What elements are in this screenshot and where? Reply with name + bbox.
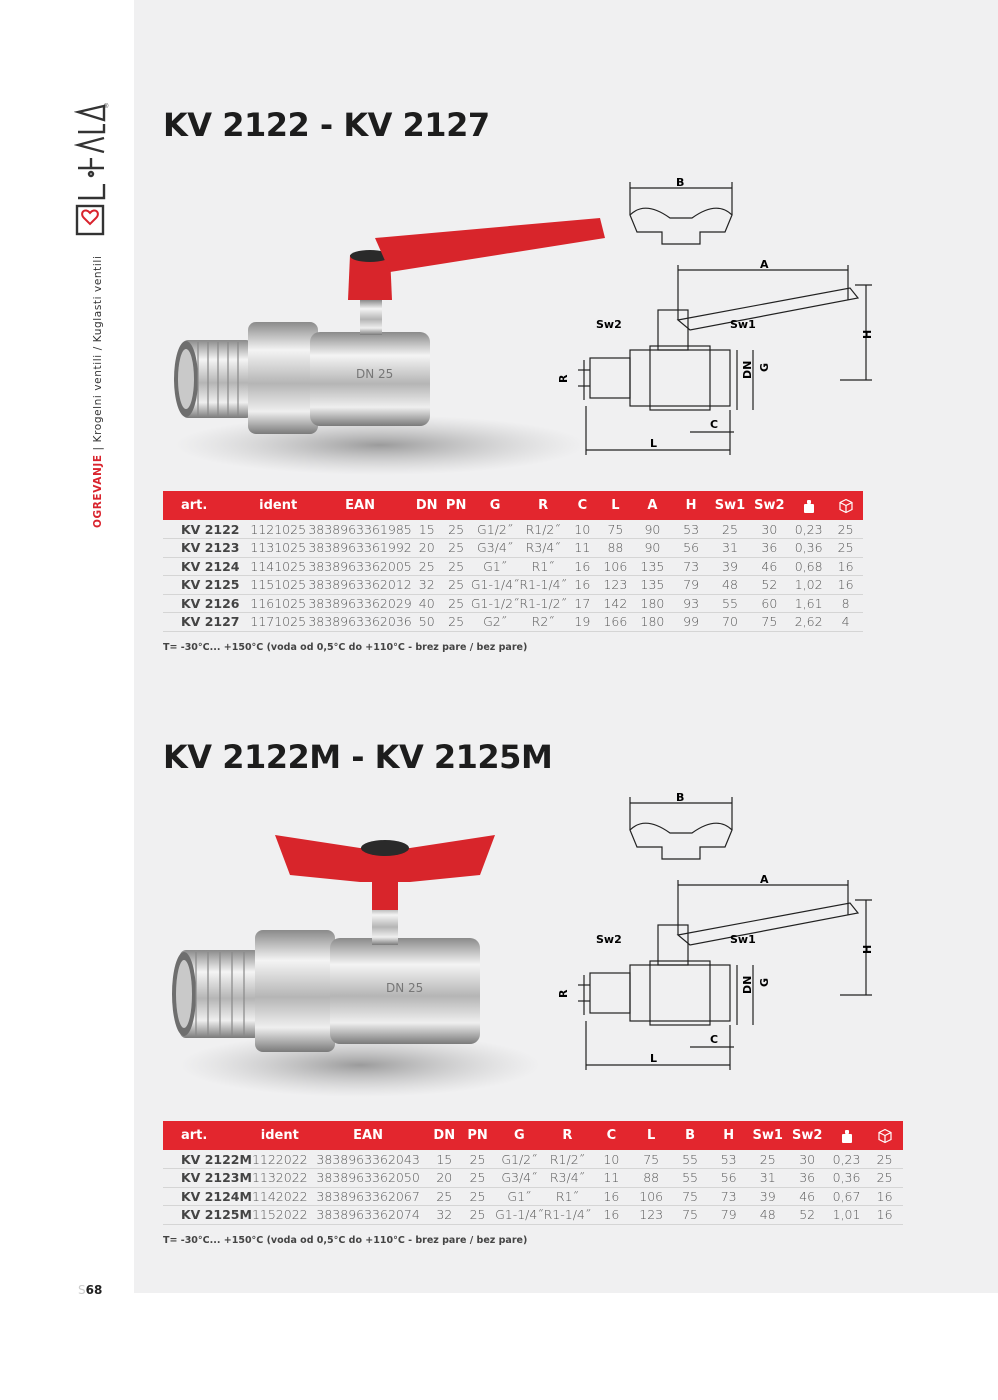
table-cell: R1-1/2˝ (519, 595, 567, 611)
col-sw1: Sw1 (748, 1121, 787, 1150)
table-cell: 15 (429, 1150, 460, 1169)
table-cell: 3838963362036 (308, 614, 412, 630)
table-cell: G1˝ (495, 1187, 544, 1206)
col-art: art. (163, 1121, 252, 1150)
lovina-logo (74, 102, 110, 238)
table-row (163, 613, 863, 632)
col-r: R (544, 1121, 592, 1150)
table-cell: 75 (671, 1187, 710, 1206)
table-cell: 17 (567, 594, 598, 613)
table-cell: KV 2123M (163, 1169, 252, 1188)
dim-label-h: H (861, 329, 874, 339)
dim-label-h: H (861, 944, 874, 954)
table-cell: R1˝ (544, 1187, 592, 1206)
table-cell: 25 (441, 576, 470, 595)
dim-label-sw1: Sw1 (730, 933, 756, 946)
table-header-row (163, 491, 863, 520)
table-cell: 0,36 (827, 1169, 866, 1188)
col-ident: ident (248, 491, 308, 520)
table-row (163, 594, 863, 613)
table-cell: 180 (633, 594, 672, 613)
table-cell: 32 (412, 576, 441, 595)
table-cell: 3838963362029 (308, 595, 412, 611)
table-cell: 79 (672, 576, 710, 595)
sidebar-category: OGREVANJE (92, 454, 104, 528)
registered-mark: ® (104, 104, 109, 110)
col-h: H (672, 491, 710, 520)
table-cell: 1141025 (248, 557, 308, 576)
col-h: H (709, 1121, 748, 1150)
dim-label-b: B (676, 176, 685, 189)
table-cell: 16 (567, 557, 598, 576)
table-cell: 11 (591, 1169, 632, 1188)
table-cell: 8 (828, 594, 863, 613)
table-cell: 3838963361992 (308, 540, 412, 556)
table-row (163, 539, 863, 558)
ball-valve-butterfly-photo (160, 820, 560, 1100)
table-cell: 88 (598, 539, 633, 558)
table-cell: 25 (460, 1187, 495, 1206)
table-cell: 36 (750, 539, 789, 558)
table-cell: 1132022 (251, 1170, 308, 1186)
table-row (163, 1169, 903, 1188)
table-cell: R2˝ (519, 613, 567, 632)
table-cell: 142 (598, 594, 633, 613)
table-cell: R1-1/4˝ (519, 577, 567, 593)
table-cell: 93 (672, 594, 710, 613)
table-cell: 55 (671, 1150, 710, 1169)
dim-label-b: B (676, 791, 685, 804)
page-number-value: 68 (85, 1283, 103, 1297)
table-cell: 99 (672, 613, 710, 632)
page-prefix: S (78, 1283, 86, 1297)
table-row (163, 520, 863, 539)
table-row (163, 576, 863, 595)
dim-label-sw1: Sw1 (730, 318, 756, 331)
table-cell: 1122022 (251, 1151, 308, 1167)
col-box (866, 1121, 903, 1150)
table-cell: 166 (598, 613, 633, 632)
table-cell: 31 (710, 539, 749, 558)
box-icon (838, 498, 854, 514)
dim-label-l: L (650, 1052, 658, 1065)
section2-temperature-note: T= -30°C... +150°C (voda od 0,5°C do +110°C - brez pare / bez pare) (163, 1235, 528, 1246)
table-cell: G1-1/4˝ (470, 577, 520, 593)
table-cell: 16 (828, 557, 863, 576)
table-cell: 25 (441, 557, 470, 576)
dim-label-r: R (557, 374, 570, 383)
dim-label-a: A (760, 258, 769, 271)
table-cell: KV 2127 (163, 613, 248, 632)
page-number (78, 1283, 102, 1297)
table-cell: 10 (591, 1150, 632, 1169)
table-cell: 46 (750, 557, 789, 576)
dim-label-r: R (557, 989, 570, 998)
col-ean: EAN (308, 491, 412, 520)
table-cell: 1,02 (789, 576, 828, 595)
col-b: B (671, 1121, 710, 1150)
table-cell: 25 (710, 520, 749, 539)
table-cell: 16 (866, 1206, 903, 1225)
table-cell: 52 (750, 576, 789, 595)
table-cell: G1˝ (471, 557, 520, 576)
table-cell: 106 (632, 1187, 671, 1206)
dim-label-sw2: Sw2 (596, 933, 622, 946)
table-cell: 56 (709, 1169, 748, 1188)
table-cell: 4 (828, 613, 863, 632)
table-cell: 25 (828, 539, 863, 558)
table-cell: 53 (709, 1150, 748, 1169)
table-cell: R3/4˝ (519, 539, 567, 558)
table-cell: 16 (591, 1187, 632, 1206)
table-cell: 3838963362005 (308, 558, 412, 574)
table-cell: 19 (567, 613, 598, 632)
table-cell: 73 (672, 557, 710, 576)
table-cell: 1142022 (251, 1188, 308, 1204)
table-cell: 55 (671, 1169, 710, 1188)
table-cell: 75 (750, 613, 789, 632)
table-cell: 16 (866, 1187, 903, 1206)
table-cell: 3838963361985 (308, 521, 412, 537)
section1-temperature-note: T= -30°C... +150°C (voda od 0,5°C do +110°C - brez pare / bez pare) (163, 642, 528, 653)
table-cell: 16 (828, 576, 863, 595)
table-cell: 25 (460, 1150, 495, 1169)
table-cell: 25 (866, 1150, 903, 1169)
table-row (163, 1187, 903, 1206)
section2-technical-drawing (550, 785, 890, 1075)
table-cell: 36 (787, 1169, 826, 1188)
table-cell: 3838963362043 (308, 1150, 429, 1169)
col-art: art. (163, 491, 248, 520)
table-cell: R1˝ (519, 557, 567, 576)
table-cell: R3/4˝ (544, 1169, 592, 1188)
table-cell: 48 (748, 1206, 787, 1225)
col-dn: DN (429, 1121, 460, 1150)
section1-spec-table (163, 491, 863, 632)
col-ean: EAN (308, 1121, 429, 1150)
table-cell: 90 (633, 539, 672, 558)
sidebar-caption (92, 256, 104, 528)
table-cell: 1151025 (248, 576, 308, 595)
table-cell: 32 (429, 1206, 460, 1225)
table-row (163, 1206, 903, 1225)
table-cell: 20 (429, 1169, 460, 1188)
table-cell: 180 (633, 613, 672, 632)
table-cell: KV 2122 (163, 520, 248, 539)
table-row (163, 557, 863, 576)
ball-valve-lever-photo (160, 200, 610, 480)
table-cell: G2˝ (471, 613, 520, 632)
table-cell: 3838963362012 (308, 577, 412, 593)
table-cell: 25 (441, 520, 470, 539)
table-cell: 1,61 (789, 594, 828, 613)
dim-label-dn: DN (741, 360, 754, 379)
table-cell: 25 (412, 557, 441, 576)
col-pn: PN (441, 491, 470, 520)
svg-text:DN 25: DN 25 (386, 981, 424, 995)
table-cell: 75 (598, 520, 633, 539)
svg-text:DN 25: DN 25 (356, 367, 394, 381)
table-cell: 30 (750, 520, 789, 539)
table-cell: 70 (710, 613, 749, 632)
table-cell: 20 (412, 539, 441, 558)
table-cell: 123 (598, 576, 633, 595)
dim-label-g: G (758, 362, 771, 372)
table-cell: 25 (441, 613, 470, 632)
table-cell: KV 2122M (163, 1150, 252, 1169)
table-row (163, 1150, 903, 1169)
table-cell: KV 2123 (163, 539, 248, 558)
table-cell: KV 2125M (163, 1206, 252, 1225)
table-cell: 31 (748, 1169, 787, 1188)
table-cell: 2,62 (789, 613, 828, 632)
section1-title: KV 2122 - KV 2127 (163, 106, 490, 144)
col-c: C (567, 491, 598, 520)
col-g: G (495, 1121, 544, 1150)
table-cell: 25 (460, 1206, 495, 1225)
table-cell: 53 (672, 520, 710, 539)
table-cell: 25 (828, 520, 863, 539)
table-cell: KV 2124M (163, 1187, 252, 1206)
table-cell: 106 (598, 557, 633, 576)
table-cell: 1152022 (251, 1207, 308, 1223)
table-cell: G3/4˝ (495, 1169, 544, 1188)
table-cell: 25 (441, 594, 470, 613)
section2-title: KV 2122M - KV 2125M (163, 738, 553, 776)
table-cell: 0,68 (789, 557, 828, 576)
dim-label-a: A (760, 873, 769, 886)
table-cell: 0,23 (827, 1150, 866, 1169)
table-cell: 25 (748, 1150, 787, 1169)
table-cell: KV 2124 (163, 557, 248, 576)
col-sw2: Sw2 (787, 1121, 826, 1150)
dim-label-l: L (650, 437, 658, 450)
table-cell: 3838963362067 (308, 1187, 429, 1206)
table-cell: 1131025 (248, 539, 308, 558)
table-cell: 1161025 (248, 594, 308, 613)
box-icon (877, 1128, 893, 1144)
table-cell: 16 (591, 1206, 632, 1225)
sidebar-separator: | (92, 442, 104, 455)
dim-label-c: C (710, 1033, 719, 1046)
table-cell: 1171025 (248, 613, 308, 632)
col-sw2: Sw2 (750, 491, 789, 520)
table-cell: 46 (787, 1187, 826, 1206)
table-cell: 55 (710, 594, 749, 613)
table-cell: 75 (632, 1150, 671, 1169)
table-cell: G1-1/4˝ (495, 1207, 544, 1223)
col-l: L (598, 491, 633, 520)
table-cell: 123 (632, 1206, 671, 1225)
table-cell: 3838963362050 (308, 1169, 429, 1188)
col-r: R (519, 491, 567, 520)
table-cell: 0,23 (789, 520, 828, 539)
table-cell: 79 (709, 1206, 748, 1225)
dim-label-g: G (758, 977, 771, 987)
table-cell: 48 (710, 576, 749, 595)
table-cell: 25 (429, 1187, 460, 1206)
table-cell: 75 (671, 1206, 710, 1225)
section2-spec-table (163, 1121, 903, 1225)
table-cell: R1-1/4˝ (543, 1207, 592, 1223)
table-cell: 39 (748, 1187, 787, 1206)
table-cell: R1/2˝ (519, 520, 567, 539)
table-cell: 135 (633, 576, 672, 595)
table-cell: 40 (412, 594, 441, 613)
col-c: C (591, 1121, 632, 1150)
col-a: A (633, 491, 672, 520)
table-cell: 25 (441, 539, 470, 558)
col-box (828, 491, 863, 520)
dim-label-dn: DN (741, 975, 754, 994)
table-cell: 60 (750, 594, 789, 613)
table-cell: 25 (866, 1169, 903, 1188)
table-cell: 11 (567, 539, 598, 558)
table-cell: 56 (672, 539, 710, 558)
table-cell: 88 (632, 1169, 671, 1188)
table-cell: 0,67 (827, 1187, 866, 1206)
table-cell: 90 (633, 520, 672, 539)
table-header-row (163, 1121, 903, 1150)
table-cell: 73 (709, 1187, 748, 1206)
table-cell: G3/4˝ (471, 539, 520, 558)
table-cell: 1,01 (827, 1206, 866, 1225)
dim-label-c: C (710, 418, 719, 431)
table-cell: 10 (567, 520, 598, 539)
col-dn: DN (412, 491, 441, 520)
col-g: G (471, 491, 520, 520)
table-cell: 15 (412, 520, 441, 539)
table-cell: KV 2125 (163, 576, 248, 595)
col-weight (789, 491, 828, 520)
table-cell: 3838963362074 (308, 1206, 429, 1225)
weight-icon (841, 1129, 853, 1143)
table-cell: 39 (710, 557, 749, 576)
table-cell: 25 (460, 1169, 495, 1188)
table-cell: 135 (633, 557, 672, 576)
table-cell: G1-1/2˝ (470, 595, 520, 611)
table-cell: 52 (787, 1206, 826, 1225)
table-cell: 1121025 (248, 520, 308, 539)
table-cell: 0,36 (789, 539, 828, 558)
table-cell: G1/2˝ (471, 520, 520, 539)
weight-icon (803, 499, 815, 513)
section1-technical-drawing (550, 170, 890, 460)
col-sw1: Sw1 (710, 491, 749, 520)
table-cell: 16 (567, 576, 598, 595)
table-cell: R1/2˝ (544, 1150, 592, 1169)
sidebar-subtitle: Krogelni ventili / Kuglasti ventili (92, 255, 104, 443)
dim-label-sw2: Sw2 (596, 318, 622, 331)
col-weight (827, 1121, 866, 1150)
table-cell: 50 (412, 613, 441, 632)
col-l: L (632, 1121, 671, 1150)
table-cell: KV 2126 (163, 594, 248, 613)
col-ident: ident (252, 1121, 308, 1150)
table-cell: G1/2˝ (495, 1150, 544, 1169)
table-cell: 30 (787, 1150, 826, 1169)
col-pn: PN (460, 1121, 495, 1150)
